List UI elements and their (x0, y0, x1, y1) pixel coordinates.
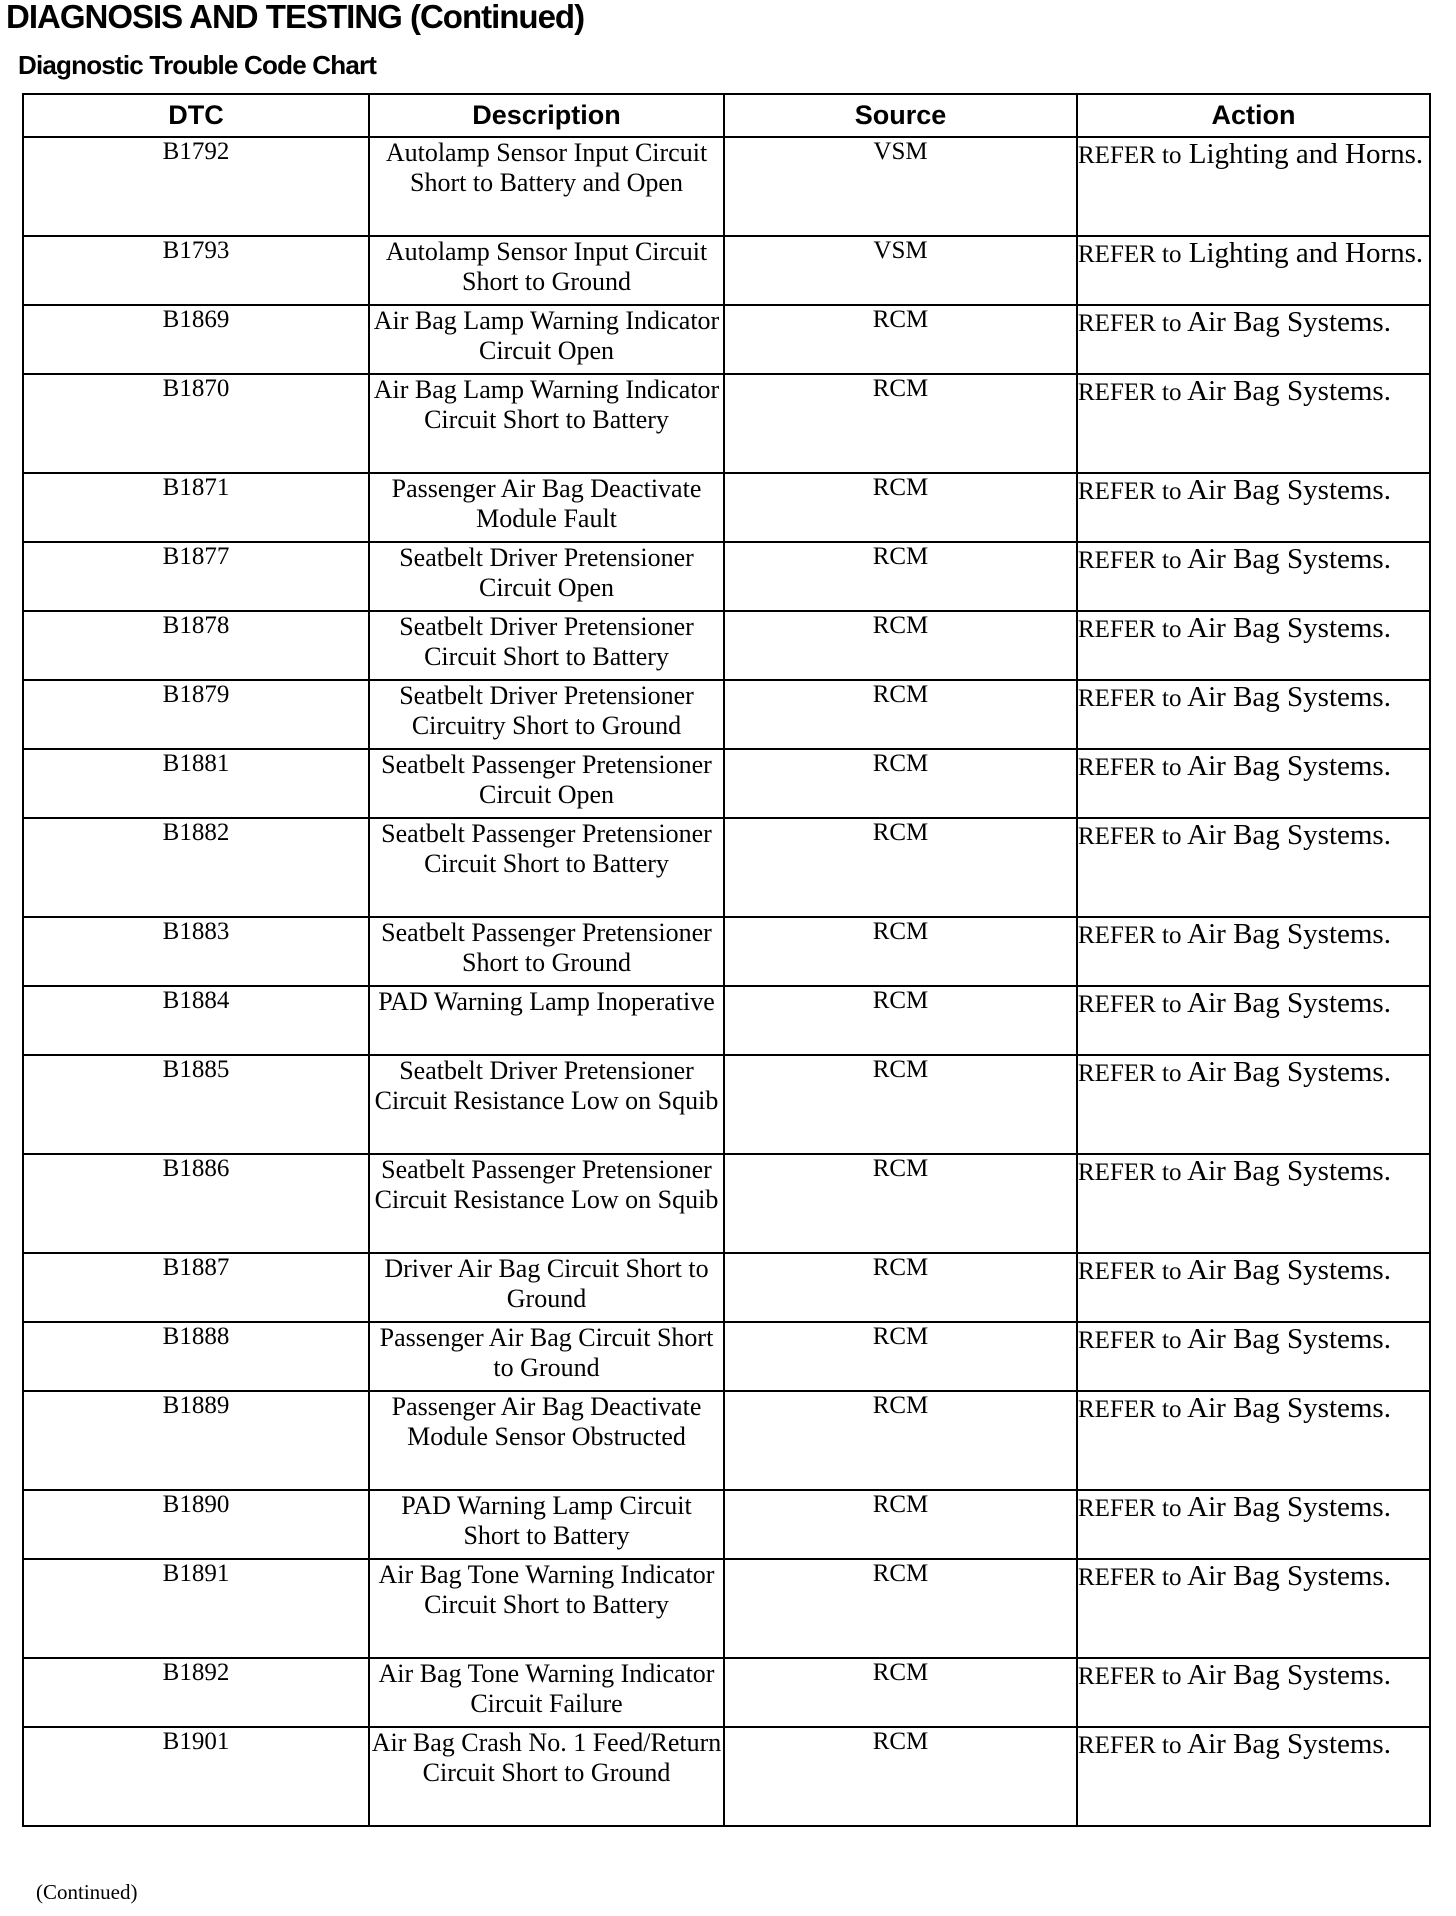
dtc-action (1077, 1658, 1430, 1727)
dtc-description: Passenger Air Bag Circuit Short to Ground (369, 1322, 724, 1391)
action-target: Air Bag Systems. (1187, 474, 1391, 506)
action-refer: REFER to (1078, 685, 1182, 712)
action-target: Air Bag Systems. (1187, 1392, 1391, 1424)
column-header-description: Description (369, 94, 724, 137)
dtc-code: B1901 (23, 1727, 369, 1826)
action-target: Air Bag Systems. (1187, 750, 1391, 782)
action-target: Air Bag Systems. (1187, 1560, 1391, 1592)
action-target: Air Bag Systems. (1187, 1491, 1391, 1523)
action-refer: REFER to (1078, 547, 1182, 574)
dtc-source: RCM (724, 1727, 1077, 1826)
dtc-description: PAD Warning Lamp Circuit Short to Battery (369, 1490, 724, 1559)
dtc-code: B1884 (23, 986, 369, 1055)
action-target: Air Bag Systems. (1187, 1254, 1391, 1286)
dtc-table (22, 93, 1431, 1827)
dtc-action (1077, 749, 1430, 818)
action-target: Lighting and Horns. (1188, 138, 1424, 170)
dtc-description: Autolamp Sensor Input Circuit Short to Ground (369, 236, 724, 305)
table-row (23, 818, 1430, 917)
dtc-action (1077, 236, 1430, 305)
action-target: Air Bag Systems. (1187, 819, 1391, 851)
dtc-action (1077, 137, 1430, 236)
dtc-source: RCM (724, 374, 1077, 473)
dtc-source: RCM (724, 1559, 1077, 1658)
dtc-action (1077, 1322, 1430, 1391)
dtc-source: RCM (724, 818, 1077, 917)
dtc-code: B1890 (23, 1490, 369, 1559)
dtc-description: Air Bag Tone Warning Indicator Circuit Failure (369, 1658, 724, 1727)
dtc-description: Seatbelt Passenger Pretensioner Circuit Short to Battery (369, 818, 724, 917)
table-row (23, 1154, 1430, 1253)
dtc-source: RCM (724, 542, 1077, 611)
dtc-action (1077, 374, 1430, 473)
table-row (23, 1322, 1430, 1391)
action-refer: REFER to (1078, 1564, 1182, 1591)
dtc-code: B1869 (23, 305, 369, 374)
dtc-action (1077, 1055, 1430, 1154)
action-refer: REFER to (1078, 823, 1182, 850)
dtc-source: RCM (724, 1322, 1077, 1391)
action-refer: REFER to (1078, 1396, 1182, 1423)
dtc-description: Seatbelt Driver Pretensioner Circuit Resistance Low on Squib (369, 1055, 724, 1154)
table-row (23, 305, 1430, 374)
dtc-source: RCM (724, 986, 1077, 1055)
dtc-code: B1871 (23, 473, 369, 542)
action-refer: REFER to (1078, 1663, 1182, 1690)
dtc-action (1077, 542, 1430, 611)
table-row (23, 137, 1430, 236)
table-row (23, 374, 1430, 473)
dtc-description: Seatbelt Passenger Pretensioner Circuit Resistance Low on Squib (369, 1154, 724, 1253)
dtc-code: B1886 (23, 1154, 369, 1253)
dtc-code: B1793 (23, 236, 369, 305)
action-refer: REFER to (1078, 241, 1182, 268)
dtc-code: B1887 (23, 1253, 369, 1322)
dtc-action (1077, 1391, 1430, 1490)
dtc-source: VSM (724, 236, 1077, 305)
table-row (23, 1055, 1430, 1154)
action-target: Air Bag Systems. (1187, 681, 1391, 713)
table-row (23, 749, 1430, 818)
dtc-action (1077, 305, 1430, 374)
table-row (23, 236, 1430, 305)
continued-note: (Continued) (36, 1880, 138, 1904)
dtc-description: Passenger Air Bag Deactivate Module Sensor Obstructed (369, 1391, 724, 1490)
page-title: DIAGNOSIS AND TESTING (Continued) (6, 0, 585, 35)
dtc-action (1077, 1154, 1430, 1253)
dtc-source: RCM (724, 305, 1077, 374)
dtc-action (1077, 680, 1430, 749)
dtc-action (1077, 986, 1430, 1055)
dtc-action (1077, 917, 1430, 986)
dtc-action (1077, 1253, 1430, 1322)
table-header-row (23, 94, 1430, 137)
dtc-description: Seatbelt Passenger Pretensioner Circuit Open (369, 749, 724, 818)
action-refer: REFER to (1078, 1159, 1182, 1186)
action-refer: REFER to (1078, 379, 1182, 406)
table-row (23, 1253, 1430, 1322)
dtc-action (1077, 473, 1430, 542)
dtc-action (1077, 1490, 1430, 1559)
dtc-action (1077, 611, 1430, 680)
dtc-source: RCM (724, 473, 1077, 542)
dtc-action (1077, 1559, 1430, 1658)
action-refer: REFER to (1078, 1060, 1182, 1087)
action-refer: REFER to (1078, 1732, 1182, 1759)
action-target: Air Bag Systems. (1187, 987, 1391, 1019)
dtc-code: B1870 (23, 374, 369, 473)
action-refer: REFER to (1078, 1327, 1182, 1354)
table-row (23, 473, 1430, 542)
dtc-code: B1878 (23, 611, 369, 680)
action-refer: REFER to (1078, 922, 1182, 949)
table-row (23, 1559, 1430, 1658)
action-refer: REFER to (1078, 310, 1182, 337)
column-header-source: Source (724, 94, 1077, 137)
dtc-source: RCM (724, 1658, 1077, 1727)
action-target: Air Bag Systems. (1187, 306, 1391, 338)
dtc-code: B1889 (23, 1391, 369, 1490)
dtc-description: PAD Warning Lamp Inoperative (369, 986, 724, 1055)
dtc-description: Seatbelt Driver Pretensioner Circuit Open (369, 542, 724, 611)
dtc-code: B1877 (23, 542, 369, 611)
dtc-source: RCM (724, 1154, 1077, 1253)
table-row (23, 1727, 1430, 1826)
dtc-description: Seatbelt Driver Pretensioner Circuitry Short to Ground (369, 680, 724, 749)
table-row (23, 680, 1430, 749)
dtc-description: Air Bag Lamp Warning Indicator Circuit Short to Battery (369, 374, 724, 473)
dtc-code: B1891 (23, 1559, 369, 1658)
dtc-description: Seatbelt Driver Pretensioner Circuit Short to Battery (369, 611, 724, 680)
dtc-source: VSM (724, 137, 1077, 236)
dtc-source: RCM (724, 680, 1077, 749)
action-target: Air Bag Systems. (1187, 1323, 1391, 1355)
action-refer: REFER to (1078, 754, 1182, 781)
action-refer: REFER to (1078, 991, 1182, 1018)
dtc-action (1077, 1727, 1430, 1826)
dtc-source: RCM (724, 917, 1077, 986)
table-row (23, 542, 1430, 611)
action-target: Air Bag Systems. (1187, 1155, 1391, 1187)
dtc-description: Driver Air Bag Circuit Short to Ground (369, 1253, 724, 1322)
action-refer: REFER to (1078, 616, 1182, 643)
table-row (23, 1658, 1430, 1727)
dtc-description: Seatbelt Passenger Pretensioner Short to Ground (369, 917, 724, 986)
dtc-action (1077, 818, 1430, 917)
dtc-description: Passenger Air Bag Deactivate Module Fault (369, 473, 724, 542)
dtc-description: Autolamp Sensor Input Circuit Short to Battery and Open (369, 137, 724, 236)
dtc-source: RCM (724, 1490, 1077, 1559)
action-target: Air Bag Systems. (1187, 918, 1391, 950)
action-target: Air Bag Systems. (1187, 1056, 1391, 1088)
action-target: Air Bag Systems. (1187, 1728, 1391, 1760)
dtc-source: RCM (724, 749, 1077, 818)
dtc-source: RCM (724, 611, 1077, 680)
dtc-code: B1792 (23, 137, 369, 236)
action-refer: REFER to (1078, 478, 1182, 505)
table-row (23, 1490, 1430, 1559)
dtc-code: B1892 (23, 1658, 369, 1727)
table-row (23, 986, 1430, 1055)
table-row (23, 611, 1430, 680)
dtc-code: B1888 (23, 1322, 369, 1391)
dtc-description: Air Bag Crash No. 1 Feed/Return Circuit Short to Ground (369, 1727, 724, 1826)
action-target: Air Bag Systems. (1187, 375, 1391, 407)
table-row (23, 917, 1430, 986)
action-refer: REFER to (1078, 1258, 1182, 1285)
dtc-code: B1885 (23, 1055, 369, 1154)
dtc-code: B1879 (23, 680, 369, 749)
action-target: Air Bag Systems. (1187, 543, 1391, 575)
dtc-source: RCM (724, 1253, 1077, 1322)
action-refer: REFER to (1078, 142, 1182, 169)
dtc-source: RCM (724, 1391, 1077, 1490)
table-row (23, 1391, 1430, 1490)
column-header-action: Action (1077, 94, 1430, 137)
action-target: Air Bag Systems. (1187, 612, 1391, 644)
action-target: Lighting and Horns. (1188, 237, 1424, 269)
chart-title: Diagnostic Trouble Code Chart (18, 50, 377, 80)
dtc-code: B1882 (23, 818, 369, 917)
action-target: Air Bag Systems. (1187, 1659, 1391, 1691)
dtc-code: B1883 (23, 917, 369, 986)
dtc-description: Air Bag Tone Warning Indicator Circuit Short to Battery (369, 1559, 724, 1658)
column-header-dtc: DTC (23, 94, 369, 137)
action-refer: REFER to (1078, 1495, 1182, 1522)
dtc-description: Air Bag Lamp Warning Indicator Circuit Open (369, 305, 724, 374)
dtc-code: B1881 (23, 749, 369, 818)
dtc-source: RCM (724, 1055, 1077, 1154)
